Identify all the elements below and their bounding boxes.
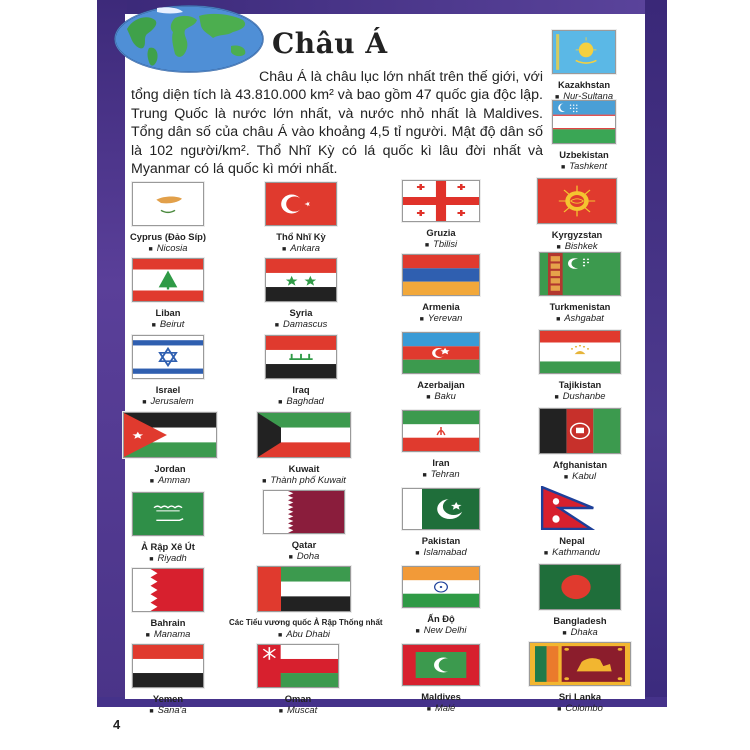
- kazakhstan-flag-icon: [552, 30, 616, 74]
- country-name: Israel: [155, 384, 181, 395]
- country-entry: [366, 410, 516, 481]
- capital-name: [223, 704, 373, 717]
- capital-text: Beirut: [159, 318, 185, 329]
- country-entry: [505, 642, 655, 715]
- bahrain-flag-icon: [132, 568, 204, 612]
- capital-name: [93, 628, 243, 641]
- country-name: Turkmenistan: [549, 301, 611, 312]
- qatar-flag-icon: [263, 490, 345, 534]
- country-entry: [505, 330, 655, 403]
- tajikistan-flag-icon: [539, 330, 621, 374]
- bullet-icon: ■: [274, 322, 279, 329]
- country-name: Yemen: [152, 693, 184, 704]
- bullet-icon: ■: [424, 242, 430, 249]
- uae-flag-icon: [257, 566, 351, 612]
- country-name: Liban: [155, 307, 181, 318]
- azerbaijan-flag-icon: [402, 332, 480, 374]
- capital-name: [226, 318, 376, 331]
- bullet-icon: ■: [556, 244, 561, 251]
- capital-text: Kabul: [572, 470, 597, 481]
- bullet-icon: ■: [415, 628, 420, 635]
- page-number: 4: [113, 717, 121, 732]
- capital-text: Tehran: [430, 468, 460, 479]
- bullet-icon: ■: [543, 550, 549, 557]
- country-name: Bangladesh: [553, 615, 607, 626]
- syria-flag-icon: [265, 258, 337, 302]
- capital-name: [366, 312, 516, 325]
- israel-flag-icon: [132, 335, 204, 379]
- country-entry: [93, 644, 243, 717]
- country-entry: [93, 258, 243, 331]
- india-flag-icon: [402, 566, 480, 608]
- capital-name: [366, 468, 516, 481]
- bullet-icon: ■: [426, 706, 431, 713]
- turkey-flag-icon: [265, 182, 337, 226]
- country-entry: [366, 566, 516, 637]
- capital-name: [505, 626, 655, 639]
- country-name: Bahrain: [150, 617, 186, 628]
- country-name: Jordan: [154, 463, 186, 474]
- capital-text: Dhaka: [570, 626, 598, 637]
- capital-name: [93, 242, 243, 255]
- capital-name: [93, 552, 243, 565]
- country-name: Maldives: [421, 691, 461, 702]
- country-name: Gruzia: [426, 227, 456, 238]
- country-name: Iraq: [292, 384, 310, 395]
- bullet-icon: ■: [562, 630, 567, 637]
- bullet-icon: ■: [149, 556, 154, 563]
- lebanon-flag-icon: [132, 258, 204, 302]
- capital-text: Muscat: [287, 704, 318, 715]
- capital-text: Amman: [157, 474, 191, 485]
- country-entry: [93, 182, 243, 255]
- capital-text: Bishkek: [564, 240, 598, 251]
- capital-name: [93, 318, 243, 331]
- country-entry: [229, 490, 379, 563]
- country-name: Kuwait: [288, 463, 320, 474]
- country-name: Afghanistan: [552, 459, 608, 470]
- capital-text: Ashgabat: [564, 312, 604, 323]
- country-name: Uzbekistan: [559, 149, 609, 160]
- bullet-icon: ■: [142, 399, 147, 406]
- country-entry: [497, 486, 647, 559]
- bullet-icon: ■: [282, 246, 287, 253]
- bullet-icon: ■: [561, 164, 566, 171]
- country-name: Nepal: [559, 535, 585, 546]
- country-entry: [93, 335, 243, 408]
- bullet-icon: ■: [149, 478, 154, 485]
- capital-text: Baku: [434, 390, 456, 401]
- maldives-flag-icon: [402, 644, 480, 686]
- bullet-icon: ■: [278, 708, 283, 715]
- country-name: Kyrgyzstan: [551, 229, 603, 240]
- capital-name: [366, 624, 516, 637]
- capital-name: [497, 546, 647, 559]
- capital-text: Sana'a: [157, 704, 187, 715]
- capital-text: Yerevan: [427, 312, 463, 323]
- bullet-icon: ■: [288, 554, 293, 561]
- capital-name: [505, 312, 655, 325]
- capital-text: New Delhi: [423, 624, 467, 635]
- country-entry: [93, 568, 243, 641]
- turkmenistan-flag-icon: [539, 252, 621, 296]
- oman-flag-icon: [257, 644, 339, 688]
- intro-paragraph: Châu Á là châu lục lớn nhất trên thế giới, với tổng diện tích là 43.810.000 km² và bao gồm 47 quốc gia độc lập. Trung Quốc là nước lớn nhất, và nước nhỏ nhất là Maldives. Tổng dân số của châu Á vào khoảng 4,5 tỉ người. Mật độ dân số là 102 người/km². Thổ Nhĩ Kỳ có lá quốc kì lâu đời nhất và Myanmar có lá quốc kì mới nhất.: [131, 69, 543, 178]
- bullet-icon: ■: [419, 316, 424, 323]
- country-entry: [226, 335, 376, 408]
- kyrgyzstan-flag-icon: [537, 178, 617, 224]
- capital-text: Baghdad: [286, 395, 324, 406]
- country-entry: [226, 182, 376, 255]
- bullet-icon: ■: [426, 394, 431, 401]
- country-entry: [505, 408, 655, 483]
- capital-name: [229, 550, 379, 563]
- capital-text: Jerusalem: [150, 395, 194, 406]
- capital-text: Thành phố Kuwait: [270, 474, 346, 485]
- capital-name: [366, 702, 516, 715]
- capital-text: Malé: [434, 702, 456, 713]
- nepal-flag-icon: [540, 486, 604, 530]
- country-name: Kazakhstan: [557, 79, 611, 90]
- bullet-icon: ■: [145, 632, 150, 639]
- country-name: Qatar: [291, 539, 317, 550]
- bullet-icon: ■: [554, 394, 559, 401]
- kuwait-flag-icon: [257, 412, 351, 458]
- sri-lanka-flag-icon: [529, 642, 631, 686]
- bullet-icon: ■: [554, 94, 560, 101]
- country-name: Iran: [432, 457, 450, 468]
- yemen-flag-icon: [132, 644, 204, 688]
- bullet-icon: ■: [278, 399, 283, 406]
- iran-flag-icon: [402, 410, 480, 452]
- saudi-arabia-flag-icon: [132, 492, 204, 536]
- capital-text: Tbilisi: [433, 238, 458, 249]
- bullet-icon: ■: [149, 708, 154, 715]
- capital-name: [505, 390, 655, 403]
- capital-text: Nicosia: [156, 242, 188, 253]
- country-entry: [502, 178, 652, 253]
- country-name: Pakistan: [421, 535, 461, 546]
- capital-name: [366, 390, 516, 403]
- capital-text: Riyadh: [157, 552, 187, 563]
- capital-name: [509, 160, 659, 173]
- capital-text: Nur-Sultana: [563, 90, 614, 101]
- capital-text: Doha: [296, 550, 320, 561]
- country-name: Tajikistan: [558, 379, 602, 390]
- country-entry: [366, 254, 516, 325]
- georgia-flag-icon: [402, 180, 480, 222]
- bullet-icon: ■: [262, 478, 267, 485]
- capital-name: [366, 546, 516, 559]
- capital-text: Ankara: [290, 242, 320, 253]
- capital-name: [505, 470, 655, 483]
- bullet-icon: ■: [557, 706, 562, 713]
- iraq-flag-icon: [265, 335, 337, 379]
- capital-text: Islamabad: [423, 546, 467, 557]
- bullet-icon: ■: [148, 246, 153, 253]
- country-entry: [93, 492, 243, 565]
- country-entry: [505, 564, 655, 639]
- country-name: Sri Lanka: [558, 691, 602, 702]
- world-map-globe-icon: [113, 4, 265, 74]
- capital-text: Tashkent: [569, 160, 607, 171]
- bullet-icon: ■: [277, 632, 283, 639]
- country-entry: [229, 412, 379, 487]
- country-name: Armenia: [422, 301, 460, 312]
- capital-name: [226, 395, 376, 408]
- armenia-flag-icon: [402, 254, 480, 296]
- bullet-icon: ■: [151, 322, 156, 329]
- jordan-flag-icon: [123, 412, 217, 458]
- country-entry: [226, 258, 376, 331]
- cyprus-flag-icon: [132, 182, 204, 226]
- country-name: Oman: [284, 693, 312, 704]
- country-entry: [505, 252, 655, 325]
- pakistan-flag-icon: [402, 488, 480, 530]
- capital-name: [93, 395, 243, 408]
- capital-name: [226, 242, 376, 255]
- capital-name: [229, 474, 379, 487]
- page-title: Châu Á: [272, 27, 388, 60]
- bangladesh-flag-icon: [539, 564, 621, 610]
- country-name: Thổ Nhĩ Kỳ: [276, 231, 326, 242]
- country-name: Azerbaijan: [417, 379, 465, 390]
- country-entry: [229, 566, 383, 641]
- capital-text: Manama: [153, 628, 191, 639]
- country-name: Ả Rập Xê Út: [141, 541, 195, 552]
- bullet-icon: ■: [556, 316, 561, 323]
- capital-text: Colombo: [565, 702, 603, 713]
- country-name: Ấn Độ: [427, 613, 455, 624]
- capital-name: [366, 238, 516, 251]
- capital-name: [95, 474, 245, 487]
- capital-name: [93, 704, 243, 717]
- capital-text: Abu Dhabi: [286, 628, 330, 639]
- bullet-icon: ■: [563, 474, 569, 481]
- country-entry: [95, 412, 245, 487]
- country-name: Cyprus (Đảo Síp): [129, 231, 207, 242]
- country-name: Syria: [289, 307, 313, 318]
- country-entry: [366, 644, 516, 715]
- country-entry: [366, 332, 516, 403]
- uzbekistan-flag-icon: [552, 100, 616, 144]
- country-entry: [366, 488, 516, 559]
- bullet-icon: ■: [415, 550, 420, 557]
- bullet-icon: ■: [422, 472, 427, 479]
- country-entry: [366, 180, 516, 251]
- country-name: Các Tiểu vương quốc Ả Rập Thống nhất: [229, 618, 383, 627]
- country-entry: [509, 100, 659, 173]
- capital-text: Damascus: [282, 318, 328, 329]
- capital-name: [229, 628, 379, 641]
- country-entry: [223, 644, 373, 717]
- capital-name: [505, 702, 655, 715]
- afghanistan-flag-icon: [539, 408, 621, 454]
- capital-text: Dushanbe: [562, 390, 606, 401]
- capital-text: Kathmandu: [552, 546, 601, 557]
- country-entry: [509, 30, 659, 103]
